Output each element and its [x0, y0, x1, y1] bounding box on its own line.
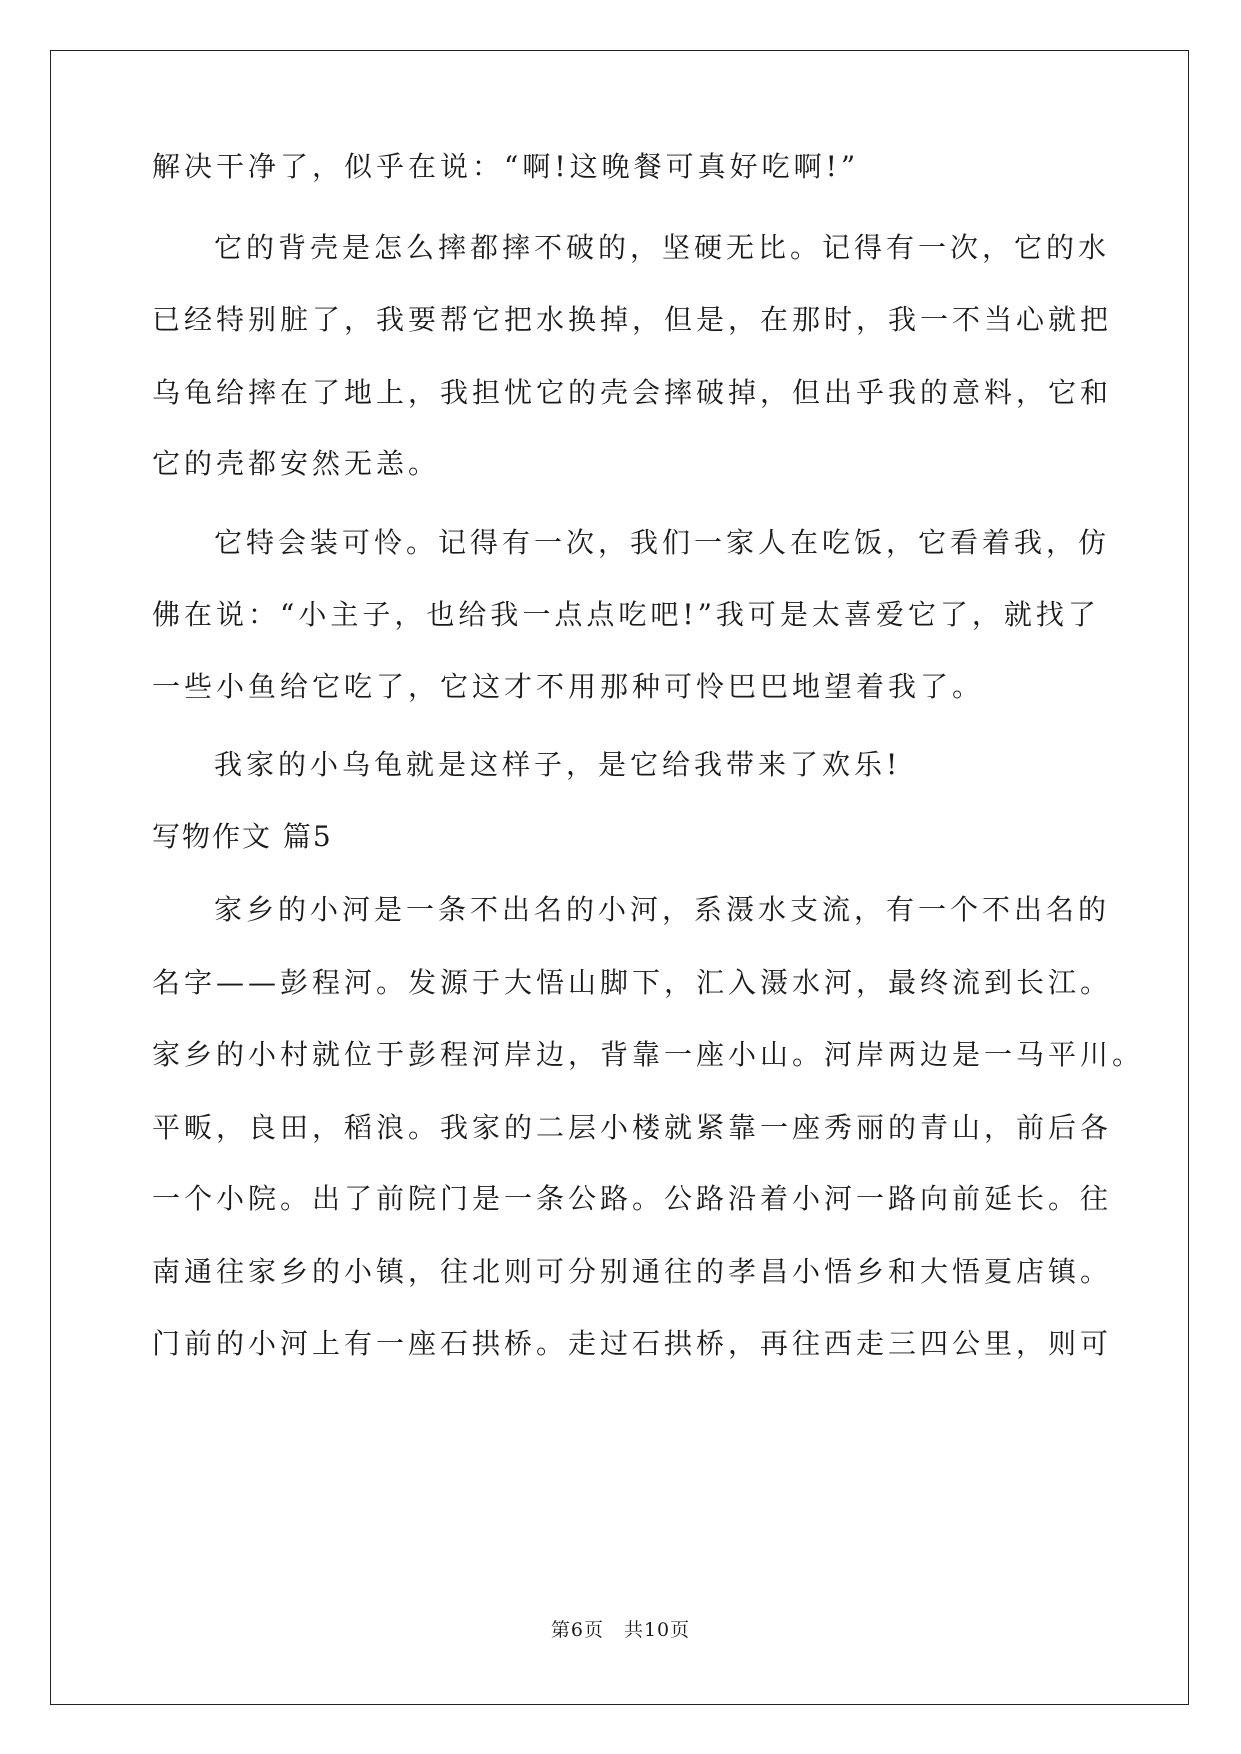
text-line: 解决干净了，似乎在说：“啊!这晚餐可真好吃啊!” [152, 150, 860, 183]
text-line: 一个小院。出了前院门是一条公路。公路沿着小河一路向前延长。往 [152, 1182, 1113, 1215]
section-heading: 写物作文 篇5 [152, 820, 333, 853]
text-line: 它的壳都安然无恙。 [152, 447, 441, 480]
paragraph-start: 它的背壳是怎么摔都摔不破的，坚硬无比。记得有一次，它的水 [214, 231, 1111, 264]
text-line: 门前的小河上有一座石拱桥。走过石拱桥，再往西走三四公里，则可 [152, 1327, 1113, 1360]
paragraph-start: 它特会装可怜。记得有一次，我们一家人在吃饭，它看着我，仿 [214, 526, 1111, 559]
text-line: 佛在说：“小主子，也给我一点点吃吧!”我可是太喜爱它了，就找了 [152, 598, 1100, 631]
text-line: 南通往家乡的小镇，往北则可分别通往的孝昌小悟乡和大悟夏店镇。 [152, 1255, 1113, 1288]
page-border [50, 50, 1189, 1705]
paragraph-start: 家乡的小河是一条不出名的小河，系滠水支流，有一个不出名的 [214, 893, 1111, 926]
text-line: 家乡的小村就位于彭程河岸边，背靠一座小山。河岸两边是一马平川。 [152, 1038, 1145, 1071]
paragraph-start: 我家的小乌龟就是这样子，是它给我带来了欢乐! [214, 748, 902, 781]
text-line: 已经特别脏了，我要帮它把水换掉，但是，在那时，我一不当心就把 [152, 303, 1113, 336]
text-line: 乌龟给摔在了地上，我担忧它的壳会摔破掉，但出乎我的意料，它和 [152, 376, 1113, 409]
text-line: 平畈，良田，稻浪。我家的二层小楼就紧靠一座秀丽的青山，前后各 [152, 1111, 1113, 1144]
text-line: 一些小鱼给它吃了，它这才不用那种可怜巴巴地望着我了。 [152, 670, 985, 703]
text-line: 名字——彭程河。发源于大悟山脚下，汇入滠水河，最终流到长江。 [152, 966, 1113, 999]
page-number-footer: 第6页 共10页 [550, 1619, 691, 1641]
